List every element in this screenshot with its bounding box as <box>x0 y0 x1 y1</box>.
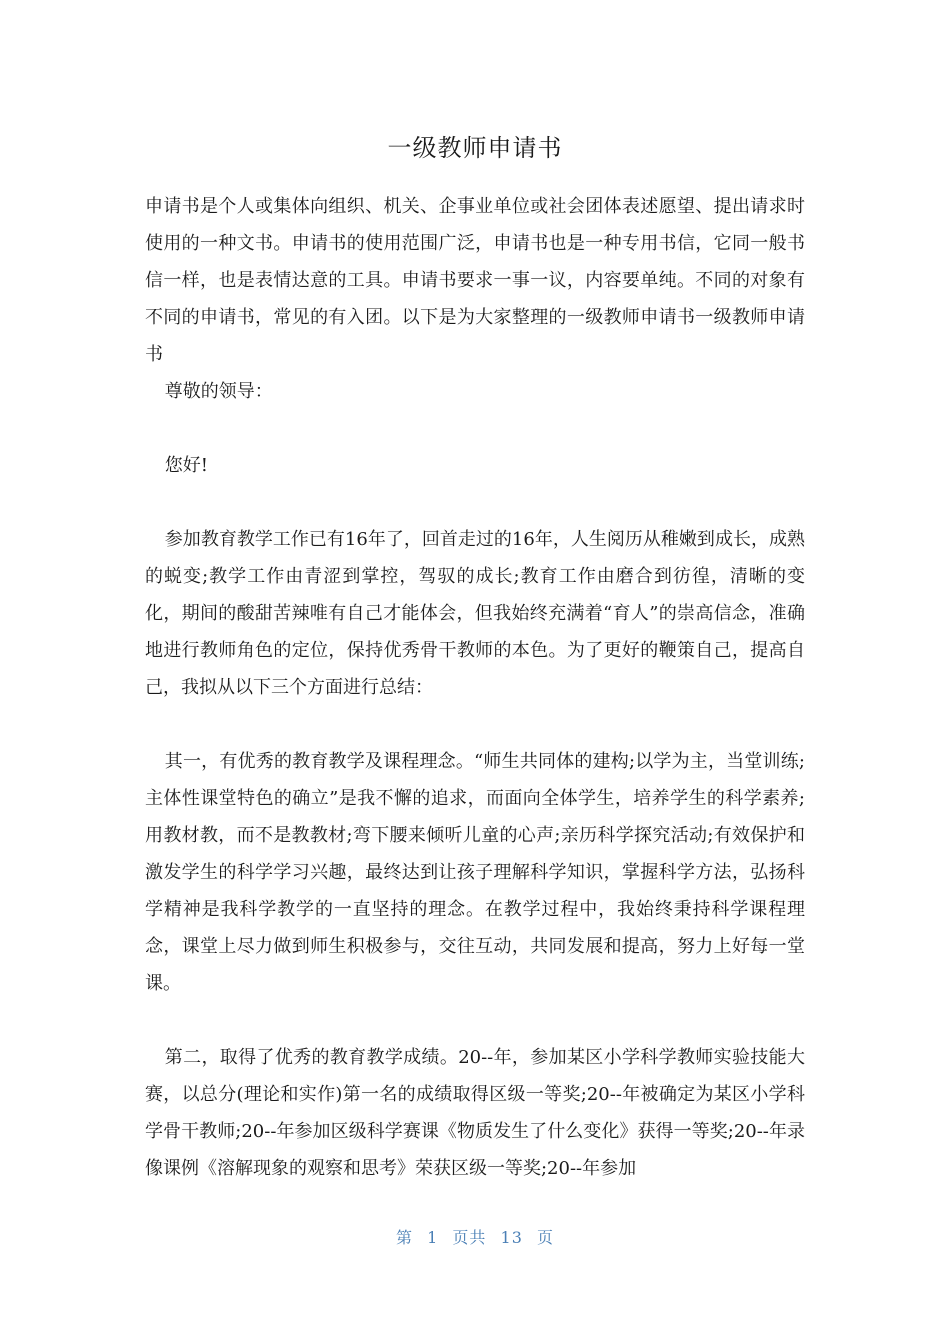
greeting: 您好! <box>164 455 209 476</box>
body-paragraph-achievements: 第二，取得了优秀的教育教学成绩。20--年，参加某区小学科学教师实验技能大赛，以总分(理论和实作)第一名的成绩取得区级一等奖;20--年被确定为某区小学科学骨干教师;20--年参加区级科学赛课《物质发生了什么变化》获得一等奖;20--年录像课例《溶解现象的观察和思考》荣获区级一等奖;20--年参加 <box>145 1047 805 1179</box>
footer-total-pages: 13 <box>500 1228 523 1247</box>
paragraph-spacer <box>145 1002 805 1039</box>
page-footer <box>0 1226 950 1250</box>
intro-paragraph: 申请书是个人或集体向组织、机关、企事业单位或社会团体表述愿望、提出请求时使用的一种文书。申请书的使用范围广泛，申请书也是一种专用书信，它同一般书信一样，也是表情达意的工具。申请书要求一事一议，内容要单纯。不同的对象有不同的申请书，常见的有入团。以下是为大家整理的一级教师申请书一级教师申请书 <box>145 196 805 365</box>
paragraph-spacer <box>145 410 805 447</box>
body-paragraph-experience: 参加教育教学工作已有16年了，回首走过的16年，人生阅历从稚嫩到成长，成熟的蜕变;教学工作由青涩到掌控，驾驭的成长;教育工作由磨合到彷徨，清晰的变化，期间的酸甜苦辣唯有自己才能体会，但我始终充满着“育人”的崇高信念，准确地进行教师角色的定位，保持优秀骨干教师的本色。为了更好的鞭策自己，提高自己，我拟从以下三个方面进行总结： <box>145 529 805 698</box>
salutation: 尊敬的领导： <box>164 381 273 402</box>
footer-suffix: 页 <box>536 1228 554 1247</box>
document-body <box>145 188 805 1187</box>
paragraph-spacer <box>145 706 805 743</box>
footer-prefix: 第 <box>396 1228 414 1247</box>
body-paragraph-concepts: 其一，有优秀的教育教学及课程理念。“师生共同体的建构;以学为主，当堂训练;主体性课堂特色的确立”是我不懈的追求，而面向全体学生，培养学生的科学素养;用教材教，而不是教教材;弯下腰来倾听儿童的心声;亲历科学探究活动;有效保护和激发学生的科学学习兴趣，最终达到让孩子理解科学知识，掌握科学方法，弘扬科学精神是我科学教学的一直坚持的理念。在教学过程中，我始终秉持科学课程理念，课堂上尽力做到师生积极参与，交往互动，共同发展和提高，努力上好每一堂课。 <box>145 751 805 994</box>
paragraph-spacer <box>145 484 805 521</box>
footer-current-page: 1 <box>427 1228 439 1247</box>
footer-middle: 页共 <box>452 1228 487 1247</box>
document-title: 一级教师申请书 <box>387 134 563 162</box>
